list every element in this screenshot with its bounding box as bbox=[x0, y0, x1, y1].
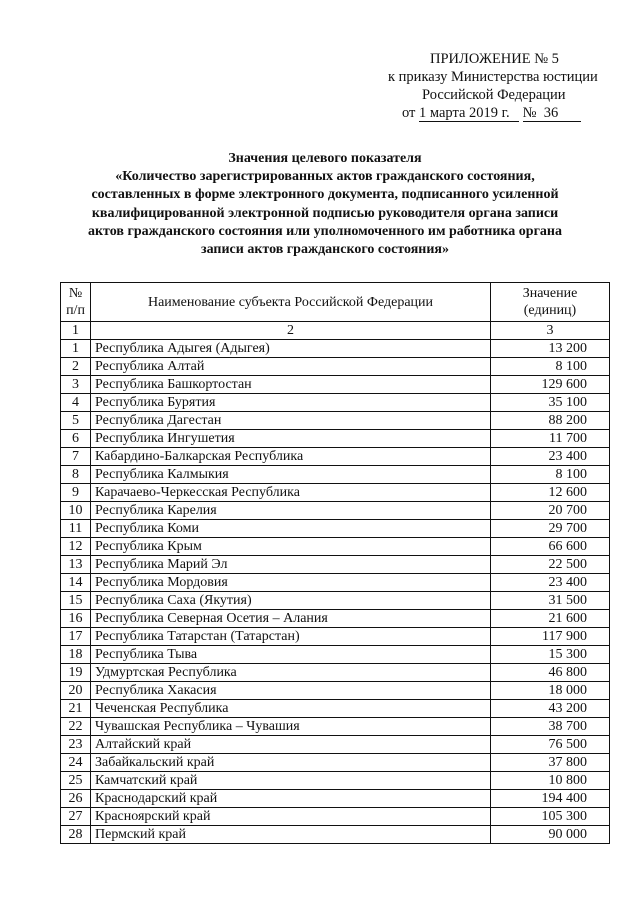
subject-name: Красноярский край bbox=[91, 808, 491, 826]
table-row bbox=[61, 466, 610, 484]
table-row bbox=[61, 718, 610, 736]
table-row bbox=[61, 412, 610, 430]
appendix-from-label: от bbox=[402, 105, 416, 121]
table-header-row bbox=[61, 283, 610, 322]
subject-name: Республика Татарстан (Татарстан) bbox=[91, 628, 491, 646]
table-row bbox=[61, 538, 610, 556]
header-subject-name: Наименование субъекта Российской Федерации bbox=[91, 283, 491, 322]
index-cell-3: 3 bbox=[491, 322, 610, 340]
appendix-date: 1 марта 2019 г. bbox=[419, 106, 519, 122]
indicator-value: 18 000 bbox=[491, 682, 610, 700]
indicator-value: 29 700 bbox=[491, 520, 610, 538]
row-number: 17 bbox=[61, 628, 91, 646]
indicator-value: 11 700 bbox=[491, 430, 610, 448]
header-number-line-2: п/п bbox=[66, 303, 85, 318]
appendix-number-label: № bbox=[522, 105, 537, 121]
subject-name: Карачаево-Черкесская Республика bbox=[91, 484, 491, 502]
row-number: 27 bbox=[61, 808, 91, 826]
heading-line-2: «Количество зарегистрированных актов гражданского состояния, bbox=[115, 169, 535, 185]
row-number: 25 bbox=[61, 772, 91, 790]
table-row bbox=[61, 484, 610, 502]
indicator-value: 8 100 bbox=[491, 466, 610, 484]
table-row bbox=[61, 556, 610, 574]
subject-name: Республика Адыгея (Адыгея) bbox=[91, 340, 491, 358]
table-row bbox=[61, 826, 610, 844]
row-number: 6 bbox=[61, 430, 91, 448]
indicator-value: 37 800 bbox=[491, 754, 610, 772]
table-row bbox=[61, 664, 610, 682]
header-value-line-1: Значение bbox=[522, 286, 578, 301]
appendix-block bbox=[370, 50, 610, 122]
row-number: 22 bbox=[61, 718, 91, 736]
subject-name: Республика Хакасия bbox=[91, 682, 491, 700]
subject-name: Республика Коми bbox=[91, 520, 491, 538]
indicator-table bbox=[60, 282, 610, 844]
row-number: 12 bbox=[61, 538, 91, 556]
table-row bbox=[61, 610, 610, 628]
row-number: 1 bbox=[61, 340, 91, 358]
indicator-value: 129 600 bbox=[491, 376, 610, 394]
heading-line-3: составленных в форме электронного документа, подписанного усиленной bbox=[91, 187, 559, 203]
indicator-value: 46 800 bbox=[491, 664, 610, 682]
header-value bbox=[491, 283, 610, 322]
table-row bbox=[61, 808, 610, 826]
indicator-value: 23 400 bbox=[491, 574, 610, 592]
table-row bbox=[61, 592, 610, 610]
appendix-order-line: к приказу Министерства юстиции bbox=[388, 69, 598, 85]
appendix-date-line bbox=[402, 104, 610, 122]
subject-name: Республика Бурятия bbox=[91, 394, 491, 412]
indicator-value: 88 200 bbox=[491, 412, 610, 430]
row-number: 20 bbox=[61, 682, 91, 700]
header-number bbox=[61, 283, 91, 322]
indicator-value: 43 200 bbox=[491, 700, 610, 718]
indicator-value: 35 100 bbox=[491, 394, 610, 412]
row-number: 8 bbox=[61, 466, 91, 484]
indicator-value: 194 400 bbox=[491, 790, 610, 808]
subject-name: Чеченская Республика bbox=[91, 700, 491, 718]
subject-name: Республика Алтай bbox=[91, 358, 491, 376]
table-row bbox=[61, 574, 610, 592]
table-row bbox=[61, 376, 610, 394]
subject-name: Республика Дагестан bbox=[91, 412, 491, 430]
row-number: 4 bbox=[61, 394, 91, 412]
subject-name: Республика Саха (Якутия) bbox=[91, 592, 491, 610]
document-heading bbox=[55, 150, 595, 259]
subject-name: Республика Башкортостан bbox=[91, 376, 491, 394]
indicator-value: 66 600 bbox=[491, 538, 610, 556]
row-number: 28 bbox=[61, 826, 91, 844]
table-row bbox=[61, 430, 610, 448]
row-number: 23 bbox=[61, 736, 91, 754]
subject-name: Республика Калмыкия bbox=[91, 466, 491, 484]
row-number: 15 bbox=[61, 592, 91, 610]
indicator-value: 22 500 bbox=[491, 556, 610, 574]
subject-name: Республика Карелия bbox=[91, 502, 491, 520]
row-number: 16 bbox=[61, 610, 91, 628]
row-number: 9 bbox=[61, 484, 91, 502]
subject-name: Чувашская Республика – Чувашия bbox=[91, 718, 491, 736]
subject-name: Удмуртская Республика bbox=[91, 664, 491, 682]
table-row bbox=[61, 448, 610, 466]
indicator-value: 38 700 bbox=[491, 718, 610, 736]
subject-name: Пермский край bbox=[91, 826, 491, 844]
table-row bbox=[61, 628, 610, 646]
subject-name: Камчатский край bbox=[91, 772, 491, 790]
row-number: 14 bbox=[61, 574, 91, 592]
indicator-value: 31 500 bbox=[491, 592, 610, 610]
subject-name: Кабардино-Балкарская Республика bbox=[91, 448, 491, 466]
table-row bbox=[61, 520, 610, 538]
table-row bbox=[61, 736, 610, 754]
index-cell-2: 2 bbox=[91, 322, 491, 340]
indicator-value: 23 400 bbox=[491, 448, 610, 466]
appendix-federation-line: Российской Федерации bbox=[422, 87, 566, 103]
row-number: 11 bbox=[61, 520, 91, 538]
indicator-value: 13 200 bbox=[491, 340, 610, 358]
header-value-line-2: (единиц) bbox=[523, 303, 577, 318]
table-row bbox=[61, 790, 610, 808]
heading-line-4: квалифицированной электронной подписью руководителя органа записи bbox=[91, 205, 559, 221]
indicator-value: 20 700 bbox=[491, 502, 610, 520]
table-row bbox=[61, 340, 610, 358]
table-row bbox=[61, 358, 610, 376]
indicator-value: 8 100 bbox=[491, 358, 610, 376]
header-number-line-1: № bbox=[68, 286, 83, 301]
row-number: 7 bbox=[61, 448, 91, 466]
table-row bbox=[61, 772, 610, 790]
indicator-value: 90 000 bbox=[491, 826, 610, 844]
table-row bbox=[61, 502, 610, 520]
subject-name: Республика Марий Эл bbox=[91, 556, 491, 574]
subject-name: Краснодарский край bbox=[91, 790, 491, 808]
heading-line-5: актов гражданского состояния или уполномоченного им работника органа bbox=[87, 223, 562, 239]
row-number: 21 bbox=[61, 700, 91, 718]
subject-name: Республика Мордовия bbox=[91, 574, 491, 592]
appendix-title: ПРИЛОЖЕНИЕ № 5 bbox=[430, 51, 559, 67]
indicator-value: 10 800 bbox=[491, 772, 610, 790]
heading-line-1: Значения целевого показателя bbox=[228, 151, 422, 166]
appendix-number: 36 bbox=[543, 105, 559, 121]
row-number: 26 bbox=[61, 790, 91, 808]
subject-name: Республика Крым bbox=[91, 538, 491, 556]
indicator-value: 12 600 bbox=[491, 484, 610, 502]
subject-name: Забайкальский край bbox=[91, 754, 491, 772]
row-number: 18 bbox=[61, 646, 91, 664]
subject-name: Республика Ингушетия bbox=[91, 430, 491, 448]
row-number: 2 bbox=[61, 358, 91, 376]
row-number: 3 bbox=[61, 376, 91, 394]
row-number: 5 bbox=[61, 412, 91, 430]
indicator-value: 117 900 bbox=[491, 628, 610, 646]
table-index-row bbox=[61, 322, 610, 340]
subject-name: Алтайский край bbox=[91, 736, 491, 754]
indicator-value: 76 500 bbox=[491, 736, 610, 754]
subject-name: Республика Тыва bbox=[91, 646, 491, 664]
indicator-value: 15 300 bbox=[491, 646, 610, 664]
row-number: 13 bbox=[61, 556, 91, 574]
table-body bbox=[61, 340, 610, 844]
row-number: 19 bbox=[61, 664, 91, 682]
index-cell-1: 1 bbox=[61, 322, 91, 340]
indicator-value: 105 300 bbox=[491, 808, 610, 826]
table-row bbox=[61, 700, 610, 718]
appendix-number-field bbox=[523, 106, 581, 122]
table-row bbox=[61, 682, 610, 700]
indicator-value: 21 600 bbox=[491, 610, 610, 628]
table-row bbox=[61, 394, 610, 412]
table-row bbox=[61, 646, 610, 664]
heading-line-6: записи актов гражданского состояния» bbox=[200, 242, 449, 258]
table-row bbox=[61, 754, 610, 772]
row-number: 24 bbox=[61, 754, 91, 772]
subject-name: Республика Северная Осетия – Алания bbox=[91, 610, 491, 628]
row-number: 10 bbox=[61, 502, 91, 520]
